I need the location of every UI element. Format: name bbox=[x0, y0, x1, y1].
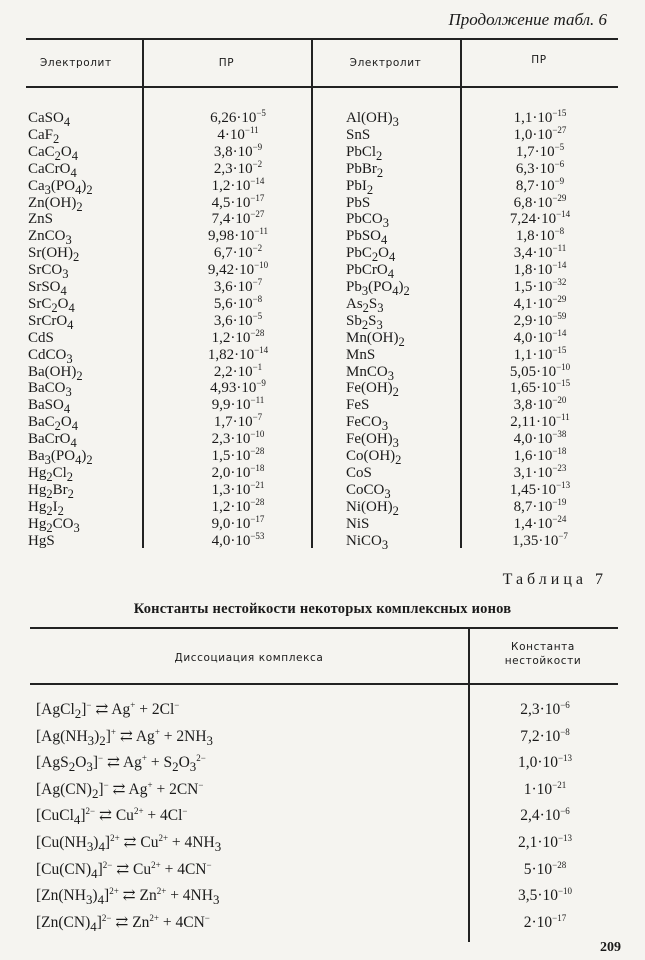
pr-value-right: $3,4\cdot 10^{-11}$ bbox=[513, 243, 567, 262]
electrolyte-right: PbSO$_4$ bbox=[346, 228, 388, 248]
pr-value-right: $1,1\cdot 10^{-15}$ bbox=[513, 108, 567, 126]
electrolyte-left: SrCO$_3$ bbox=[28, 262, 69, 282]
electrolyte-left: $Hg_2I_2$ bbox=[28, 498, 64, 518]
electrolyte-right: PbI$_2$ bbox=[346, 177, 374, 197]
table-row bbox=[0, 380, 645, 398]
pr-value-right: $4,0\cdot 10^{-14}$ bbox=[513, 327, 567, 346]
electrolyte-right: $PbC_2O_4$ bbox=[346, 245, 396, 265]
pr-value-right: $7,24\cdot 10^{-14}$ bbox=[509, 209, 571, 228]
electrolyte-left: CaF$_2$ bbox=[28, 126, 60, 146]
pr-value-right: $2,9\cdot 10^{-59}$ bbox=[513, 310, 567, 329]
dissociation-equation: $[Cu(CN)_4]^{2-}$ ⇄ $Cu^{2+} + 4CN^-$ bbox=[36, 859, 212, 881]
electrolyte-left: $Sr(OH)_2$ bbox=[28, 245, 80, 265]
pr-value-right: $6,8\cdot 10^{-29}$ bbox=[513, 192, 567, 211]
table-row bbox=[0, 431, 645, 449]
pr-value-left: $9,9\cdot 10^{-11}$ bbox=[211, 395, 265, 414]
pr-value-right: $6,3\cdot 10^{-6}$ bbox=[515, 158, 565, 177]
pr-value-left: $1,2\cdot 10^{-28}$ bbox=[211, 496, 265, 515]
page-number: 209 bbox=[600, 940, 621, 955]
pr-value-left: $1,82\cdot 10^{-14}$ bbox=[207, 344, 269, 363]
electrolyte-left: $BaC_2O_4$ bbox=[28, 414, 79, 434]
table-row bbox=[0, 110, 645, 128]
electrolyte-right: MnCO$_3$ bbox=[346, 363, 394, 383]
pr-value-right: $3,8\cdot 10^{-20}$ bbox=[513, 395, 567, 414]
pr-value-right: $2,11\cdot 10^{-11}$ bbox=[510, 412, 570, 431]
electrolyte-left: ZnS bbox=[28, 211, 54, 228]
electrolyte-left: $CaC_2O_4$ bbox=[28, 143, 79, 163]
dissociation-equation: $[Zn(CN)_4]^{2-}$ ⇄ $Zn^{2+} + 4CN^-$ bbox=[36, 912, 210, 934]
table7-header-rule bbox=[30, 683, 618, 685]
instability-constant: $2,4\cdot 10^{-6}$ bbox=[520, 806, 570, 825]
table-row bbox=[0, 724, 645, 750]
pr-value-left: $9,0\cdot 10^{-17}$ bbox=[211, 513, 265, 532]
dissociation-equation: [CuCl$_4$]$^{2-}$ ⇄ $Cu^{2+} + 4Cl^-$ bbox=[36, 806, 188, 828]
table-row bbox=[0, 910, 645, 936]
electrolyte-right: CoS bbox=[346, 464, 372, 481]
electrolyte-right: FeS bbox=[346, 397, 370, 414]
electrolyte-left: CaCrO$_4$ bbox=[28, 160, 77, 180]
pr-value-left: $6,7\cdot 10^{-2}$ bbox=[213, 243, 263, 262]
electrolyte-right: $Fe(OH)_3$ bbox=[346, 431, 399, 451]
header-constant-line2: нестойкости bbox=[504, 655, 582, 667]
electrolyte-left: CdS bbox=[28, 329, 54, 346]
pr-value-right: $1,6\cdot 10^{-18}$ bbox=[513, 446, 567, 464]
table-row bbox=[0, 327, 645, 349]
pr-value-right: $1,0\cdot 10^{-27}$ bbox=[513, 124, 567, 143]
table-row bbox=[0, 414, 645, 432]
table-row bbox=[0, 293, 645, 315]
pr-value-right: $1,8\cdot 10^{-8}$ bbox=[515, 226, 565, 245]
pr-value-right: $1,5\cdot 10^{-32}$ bbox=[513, 277, 567, 295]
electrolyte-left: $Hg_2Cl_2$ bbox=[28, 464, 74, 484]
electrolyte-left: SrSO$_4$ bbox=[28, 279, 67, 298]
table-row bbox=[0, 479, 645, 501]
electrolyte-right: PbBr$_2$ bbox=[346, 160, 384, 180]
continued-label: Продолжение табл. 6 bbox=[448, 10, 607, 29]
pr-value-left: $3,8\cdot 10^{-9}$ bbox=[213, 141, 263, 160]
pr-value-left: $4,0\cdot 10^{-53}$ bbox=[211, 530, 265, 549]
electrolyte-right: $As_2S_3$ bbox=[346, 295, 384, 315]
table-row bbox=[0, 462, 645, 484]
header-dissociation: Диссоциация комплекса bbox=[174, 652, 324, 664]
table-row bbox=[0, 262, 645, 280]
instability-constant: $5\cdot 10^{-28}$ bbox=[523, 859, 567, 878]
table-row bbox=[0, 245, 645, 263]
pr-value-right: $3,1\cdot 10^{-23}$ bbox=[513, 462, 567, 481]
dissociation-equation: $[Cu(NH_3)_4]^{2+}$ ⇄ $Cu^{2+} + 4NH_3$ bbox=[36, 833, 222, 855]
electrolyte-right: MnS bbox=[346, 346, 376, 363]
electrolyte-right: CoCO$_3$ bbox=[346, 481, 391, 501]
pr-value-left: $2,3\cdot 10^{-2}$ bbox=[213, 158, 263, 177]
pr-value-right: $1,7\cdot 10^{-5}$ bbox=[515, 141, 565, 160]
instability-constant: $3,5\cdot 10^{-10}$ bbox=[517, 886, 573, 905]
electrolyte-right: $Ni(OH)_2$ bbox=[346, 498, 399, 518]
pr-value-left: $1,5\cdot 10^{-28}$ bbox=[211, 446, 265, 464]
dissociation-equation: $[AgS_2O_3]^-$ ⇄ $Ag^+ + S_2O_3^{2-}$ bbox=[36, 753, 206, 775]
header-electrolyte-right: Электролит bbox=[349, 57, 422, 69]
header-pr-right: ПР bbox=[531, 54, 547, 66]
pr-value-right: $4,0\cdot 10^{-38}$ bbox=[513, 429, 567, 448]
pr-value-left: $4,5\cdot 10^{-17}$ bbox=[211, 192, 265, 211]
electrolyte-right: $Sb_2S_3$ bbox=[346, 312, 383, 332]
table6-header-rule bbox=[26, 86, 618, 88]
table-row bbox=[0, 175, 645, 197]
pr-value-right: $1,4\cdot 10^{-24}$ bbox=[513, 513, 567, 532]
instability-constant: $2,1\cdot 10^{-13}$ bbox=[517, 833, 573, 851]
header-constant-line1: Константа bbox=[511, 641, 575, 653]
table-row bbox=[0, 883, 645, 909]
pr-value-right: $8,7\cdot 10^{-19}$ bbox=[513, 496, 567, 515]
pr-value-left: $2,0\cdot 10^{-18}$ bbox=[211, 462, 265, 481]
electrolyte-right: PbCl$_2$ bbox=[346, 143, 383, 163]
electrolyte-right: PbS bbox=[346, 194, 371, 211]
electrolyte-right: $Pb_3(PO_4)_2$ bbox=[346, 279, 410, 298]
electrolyte-right: FeCO$_3$ bbox=[346, 414, 389, 434]
electrolyte-left: $SrC_2O_4$ bbox=[28, 295, 75, 315]
pr-value-right: $5,05\cdot 10^{-10}$ bbox=[509, 361, 571, 380]
electrolyte-right: $Al(OH)_3$ bbox=[346, 110, 399, 129]
electrolyte-left: $Ca_3(PO_4)_2$ bbox=[28, 177, 93, 197]
header-electrolyte-left: Электролит bbox=[40, 57, 112, 69]
electrolyte-left: CaSO$_4$ bbox=[28, 110, 71, 129]
table7-title: Константы нестойкости некоторых комплексных ионов bbox=[133, 601, 512, 617]
table-row bbox=[0, 279, 645, 297]
pr-value-right: $1,8\cdot 10^{-14}$ bbox=[513, 260, 567, 279]
electrolyte-right: NiCO$_3$ bbox=[346, 532, 389, 552]
pr-value-left: $5,6\cdot 10^{-8}$ bbox=[213, 293, 263, 312]
electrolyte-left: ZnCO$_3$ bbox=[28, 228, 72, 248]
table-row bbox=[0, 448, 645, 466]
electrolyte-left: BaCrO$_4$ bbox=[28, 431, 77, 451]
table-row bbox=[0, 496, 645, 518]
pr-value-right: $1,65\cdot 10^{-15}$ bbox=[509, 378, 571, 397]
pr-value-left: $1,3\cdot 10^{-21}$ bbox=[211, 479, 265, 498]
electrolyte-left: BaSO$_4$ bbox=[28, 397, 71, 417]
pr-value-left: $9,98\cdot 10^{-11}$ bbox=[208, 226, 268, 245]
table-row bbox=[0, 830, 645, 856]
table7-top-rule bbox=[30, 627, 618, 629]
table-row bbox=[0, 513, 645, 535]
electrolyte-left: HgS bbox=[28, 532, 55, 549]
table-row bbox=[0, 777, 645, 803]
table-row bbox=[0, 750, 645, 776]
pr-value-left: $9,42\cdot 10^{-10}$ bbox=[207, 260, 269, 279]
electrolyte-left: $Ba(OH)_2$ bbox=[28, 363, 83, 383]
pr-value-left: $4\cdot 10^{-11}$ bbox=[217, 124, 259, 143]
electrolyte-left: $Hg_2CO_3$ bbox=[28, 515, 80, 535]
header-pr-left: ПР bbox=[218, 57, 235, 69]
table-row bbox=[0, 397, 645, 415]
table-row bbox=[0, 158, 645, 180]
electrolyte-right: NiS bbox=[346, 515, 370, 532]
pr-value-right: $1,1\cdot 10^{-15}$ bbox=[513, 344, 567, 363]
dissociation-equation: $[Zn(NH_3)_4]^{2+}$ ⇄ $Zn^{2+} + 4NH_3$ bbox=[36, 886, 220, 908]
pr-value-left: $1,7\cdot 10^{-7}$ bbox=[213, 412, 263, 431]
pr-value-left: $3,6\cdot 10^{-5}$ bbox=[213, 310, 263, 329]
electrolyte-left: BaCO$_3$ bbox=[28, 380, 72, 400]
instability-constant: $1\cdot 10^{-21}$ bbox=[523, 779, 567, 798]
electrolyte-right: $Co(OH)_2$ bbox=[346, 448, 402, 467]
pr-value-right: $8,7\cdot 10^{-9}$ bbox=[515, 175, 565, 194]
pr-value-left: $4,93\cdot 10^{-9}$ bbox=[210, 378, 266, 397]
pr-value-right: $1,45\cdot 10^{-13}$ bbox=[509, 479, 571, 498]
table6-top-rule bbox=[26, 38, 618, 40]
instability-constant: $2,3\cdot 10^{-6}$ bbox=[520, 700, 570, 718]
pr-value-left: $1,2\cdot 10^{-28}$ bbox=[211, 327, 265, 346]
electrolyte-right: $Fe(OH)_2$ bbox=[346, 380, 399, 400]
pr-value-left: $2,2\cdot 10^{-1}$ bbox=[213, 361, 263, 380]
instability-constant: $1,0\cdot 10^{-13}$ bbox=[517, 753, 573, 772]
table-row bbox=[0, 211, 645, 229]
instability-constant: $7,2\cdot 10^{-8}$ bbox=[520, 726, 570, 745]
electrolyte-right: PbCO$_3$ bbox=[346, 211, 389, 231]
table-row bbox=[0, 857, 645, 883]
table-row bbox=[0, 530, 645, 552]
instability-constant: $2\cdot 10^{-17}$ bbox=[523, 912, 567, 931]
dissociation-equation: $[Ag(CN)_2]^-$ ⇄ Ag+ + 2CN− bbox=[36, 779, 204, 801]
electrolyte-left: SrCrO$_4$ bbox=[28, 312, 74, 332]
electrolyte-right: PbCrO$_4$ bbox=[346, 262, 394, 282]
table-row bbox=[0, 803, 645, 829]
table-row bbox=[0, 361, 645, 383]
electrolyte-left: $Zn(OH)_2$ bbox=[28, 194, 83, 214]
table-row bbox=[0, 697, 645, 723]
dissociation-equation: $[Ag(NH_3)_2]^+$ ⇄ $Ag^+ + 2NH_3$ bbox=[36, 726, 213, 748]
pr-value-left: $6,26\cdot 10^{-5}$ bbox=[210, 108, 266, 126]
table-row bbox=[0, 310, 645, 332]
electrolyte-right: $Mn(OH)_2$ bbox=[346, 329, 405, 349]
table-row bbox=[0, 141, 645, 163]
pr-value-right: $4,1\cdot 10^{-29}$ bbox=[513, 293, 567, 312]
table7-number: Таблица 7 bbox=[502, 571, 607, 588]
pr-value-left: $3,6\cdot 10^{-7}$ bbox=[213, 277, 263, 295]
pr-value-left: $1,2\cdot 10^{-14}$ bbox=[211, 175, 265, 194]
pr-value-left: $7,4\cdot 10^{-27}$ bbox=[211, 209, 265, 228]
pr-value-right: $1,35\cdot 10^{-7}$ bbox=[512, 530, 568, 549]
electrolyte-left: CdCO$_3$ bbox=[28, 346, 73, 366]
electrolyte-right: SnS bbox=[346, 126, 371, 143]
pr-value-left: $2,3\cdot 10^{-10}$ bbox=[211, 429, 265, 448]
table-row bbox=[0, 192, 645, 214]
electrolyte-left: $Hg_2Br_2$ bbox=[28, 481, 74, 501]
table-row bbox=[0, 228, 645, 246]
table-row bbox=[0, 124, 645, 146]
electrolyte-left: $Ba_3(PO_4)_2$ bbox=[28, 448, 93, 467]
table-row bbox=[0, 344, 645, 366]
dissociation-equation: [AgCl$_2$]− ⇄ Ag+ + 2Cl− bbox=[36, 700, 180, 722]
